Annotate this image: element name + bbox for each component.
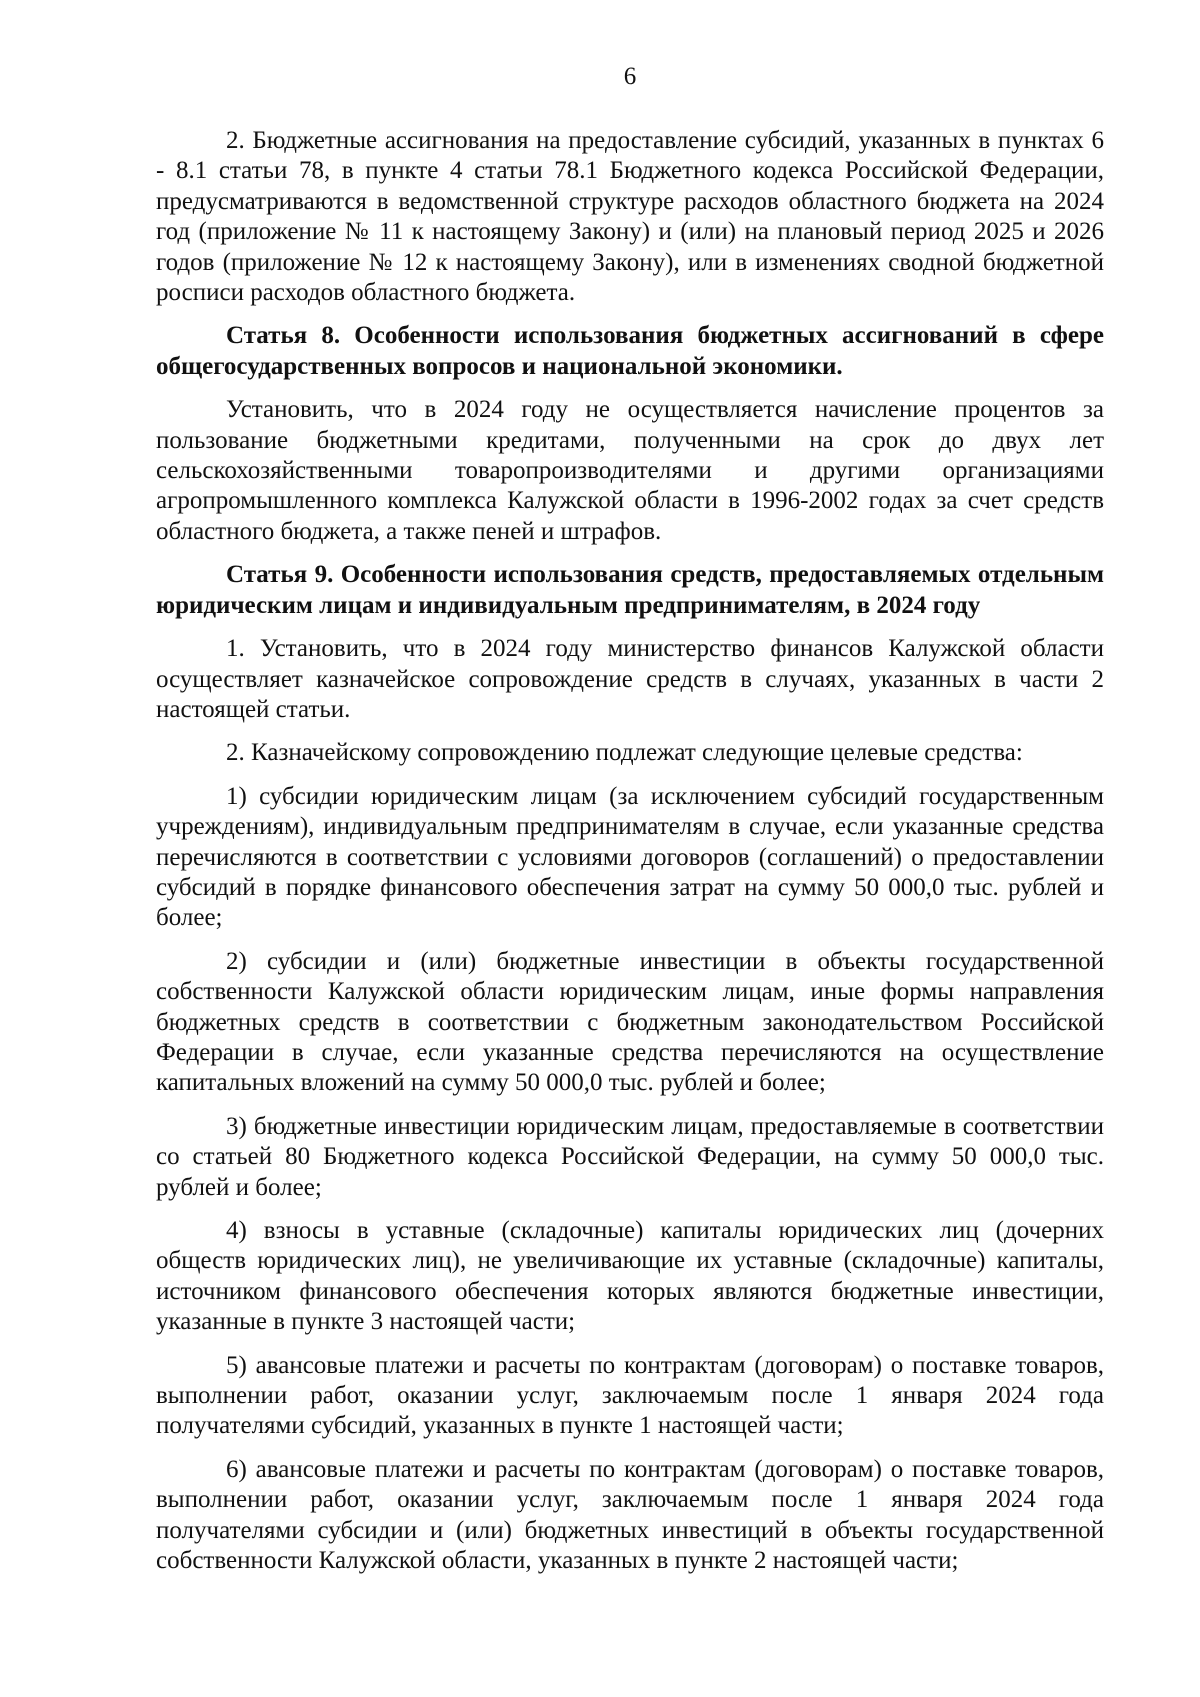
paragraph-article-8: Установить, что в 2024 году не осуществляется начисление процентов за пользование бюджетными кредитами, полученными на срок до двух лет сельскохозяйственными товаропроизводителями и другими организациями агропромышленного комплекса Калужской области в 1996-2002 годах за счет средств областного бюджета, а также пеней и штрафов. [156,396,1104,545]
paragraph-budget-allocations: 2. Бюджетные ассигнования на предоставление субсидий, указанных в пунктах 6 - 8.1 статьи 78, в пункте 4 статьи 78.1 Бюджетного кодекса Российской Федерации, предусматриваются в ведомственной структуре расходов областного бюджета на 2024 год (приложение № 11 к настоящему Закону) и (или) на плановый период 2025 и 2026 годов (приложение № 12 к настоящему Закону), или в изменениях сводной бюджетной росписи расходов областного бюджета. [156,127,1104,307]
list-item-2: 2) субсидии и (или) бюджетные инвестиции в объекты государственной собственности Калужской области юридическим лицам, иные формы направления бюджетных средств в соответствии с бюджетным законодательством Российской Федерации в случае, если указанные средства перечисляются на осуществление капитальных вложений на сумму 50 000,0 тыс. рублей и более; [156,947,1104,1097]
paragraph-article-9-part-2: 2. Казначейскому сопровождению подлежат следующие целевые средства: [226,739,1023,767]
list-item-6: 6) авансовые платежи и расчеты по контрактам (договорам) о поставке товаров, выполнении работ, оказании услуг, заключаемым после 1 января 2024 года получателями субсидии и (или) бюджетных инвестиций в объекты государственной собственности Калужской области, указанных в пункте 2 настоящей части; [156,1455,1104,1575]
list-item-5: 5) авансовые платежи и расчеты по контрактам (договорам) о поставке товаров, выполнении работ, оказании услуг, заключаемым после 1 января 2024 года получателями субсидий, указанных в пункте 1 настоящей части; [156,1351,1104,1440]
list-item-3: 3) бюджетные инвестиции юридическим лицам, предоставляемые в соответствии со статьей 80 Бюджетного кодекса Российской Федерации, на сумму 50 000,0 тыс. рублей и более; [156,1112,1104,1201]
list-item-4: 4) взносы в уставные (складочные) капиталы юридических лиц (дочерних обществ юридических лиц), не увеличивающие их уставные (складочные) капиталы, источником финансового обеспечения которых являются бюджетные инвестиции, указанные в пункте 3 настоящей части; [156,1217,1104,1336]
list-item-1: 1) субсидии юридическим лицам (за исключением субсидий государственным учреждениям), индивидуальным предпринимателям в случае, если указанные средства перечисляются в соответствии с условиями договоров (соглашений) о предоставлении субсидий в порядке финансового обеспечения затрат на сумму 50 000,0 тыс. рублей и более; [156,782,1104,932]
document-body [156,126,1104,1589]
article-8-heading: Статья 8. Особенности использования бюджетных ассигнований в сфере общегосударственных вопросов и национальной экономики. [156,322,1104,380]
article-9-heading: Статья 9. Особенности использования средств, предоставляемых отдельным юридическим лицам и индивидуальным предпринимателям, в 2024 году [156,561,1104,619]
paragraph-article-9-part-1: 1. Установить, что в 2024 году министерство финансов Калужской области осуществляет казначейское сопровождение средств в случаях, указанных в части 2 настоящей статьи. [156,635,1104,723]
page-number: 6 [623,63,637,90]
